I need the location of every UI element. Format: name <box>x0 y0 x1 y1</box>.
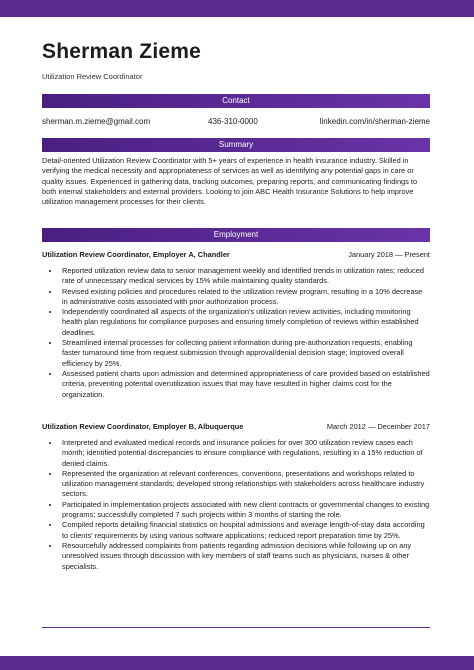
job-bullet: • Streamlined internal processes for collecting patient information during pre-authorization requests, enabling faster turnaround time from request submission through approval/denial decision stage; improved overall efficiency by 25%. <box>60 338 430 369</box>
job-bullet-list <box>42 438 430 572</box>
contact-linkedin[interactable]: linkedin.com/in/sherman-zieme <box>319 117 430 126</box>
job-bullet: • Assessed patient charts upon admission and determined appropriateness of care provided based on established criteria, preventing potential overutilization issues that may have resulted in higher claims cost for the organization. <box>60 369 430 400</box>
job-bullet: • Independently coordinated all aspects of the organization's utilization review activities, including monitoring health plan regulations for compliance purposes and ensuring timely completion of reviews within established deadlines. <box>60 307 430 338</box>
candidate-title: Utilization Review Coordinator <box>42 72 143 81</box>
job-header <box>42 250 430 260</box>
contact-heading: Contact <box>42 94 430 108</box>
section-divider <box>42 627 430 628</box>
candidate-name: Sherman Zieme <box>42 40 201 63</box>
job-bullet: • Revised existing policies and procedures related to the utilization review program, resulting in a 10% decrease in administrative costs associated with prior authorization process. <box>60 287 430 308</box>
contact-row <box>42 117 430 127</box>
bottom-accent-bar <box>0 656 474 670</box>
job-dates: January 2018 — Present <box>348 250 430 259</box>
job-title: Utilization Review Coordinator, Employer A, Chandler <box>42 250 230 259</box>
employment-heading: Employment <box>42 228 430 242</box>
summary-text: Detail-oriented Utilization Review Coordinator with 5+ years of experience in health insurance industry. Skilled in verifying the medical necessity and appropriateness of services as well as identifying any potential gaps in care or quality issues. Experienced in gathering data, tracking outcomes, preparing reports, and communicating findings to both internal stakeholders and external providers. Looking to join ABC Health Insurance Solutions to help improve utilization management processes for their clients. <box>42 156 418 207</box>
job-bullet: • Participated in implementation projects associated with new client contracts or governmental changes to existing programs; successfully completed 7 such projects within 3 months of starting the role. <box>60 500 430 521</box>
job-title: Utilization Review Coordinator, Employer B, Albuquerque <box>42 422 244 431</box>
job-bullet: • Resourcefully addressed complaints from patients regarding admission decisions while following up on any unresolved issues through discussion with key members of staff teams such as physicians, nurses & other specialists. <box>60 541 430 572</box>
summary-heading: Summary <box>42 138 430 152</box>
job-bullet: • Compiled reports detailing financial statistics on hospital admissions and average length-of-stay data according to clients' requirements by using various software applications; reduced report preparation time by 25%. <box>60 520 430 541</box>
job-bullet: • Interpreted and evaluated medical records and insurance policies for over 300 utilization review cases each month; identified potential discrepancies to ensure compliance with regulations, resulting in a 15% reduction of denied claims. <box>60 438 430 469</box>
job-bullet: • Reported utilization review data to senior management weekly and identified trends in utilization rates; reduced rate of unnecessary medical services by 15% while maintaining quality standards. <box>60 266 430 287</box>
job-dates: March 2012 — December 2017 <box>326 422 430 431</box>
job-bullet-list <box>42 266 430 400</box>
job-bullet: • Represented the organization at relevant conferences, conventions, presentations and workshops related to utilization management standards; developed strong relationships with stakeholders across healthcare industry sectors. <box>60 469 430 500</box>
contact-phone: 436-310-0000 <box>208 117 258 126</box>
top-accent-bar <box>0 0 474 17</box>
contact-email[interactable]: sherman.m.zieme@gmail.com <box>42 117 151 126</box>
job-header <box>42 422 430 432</box>
